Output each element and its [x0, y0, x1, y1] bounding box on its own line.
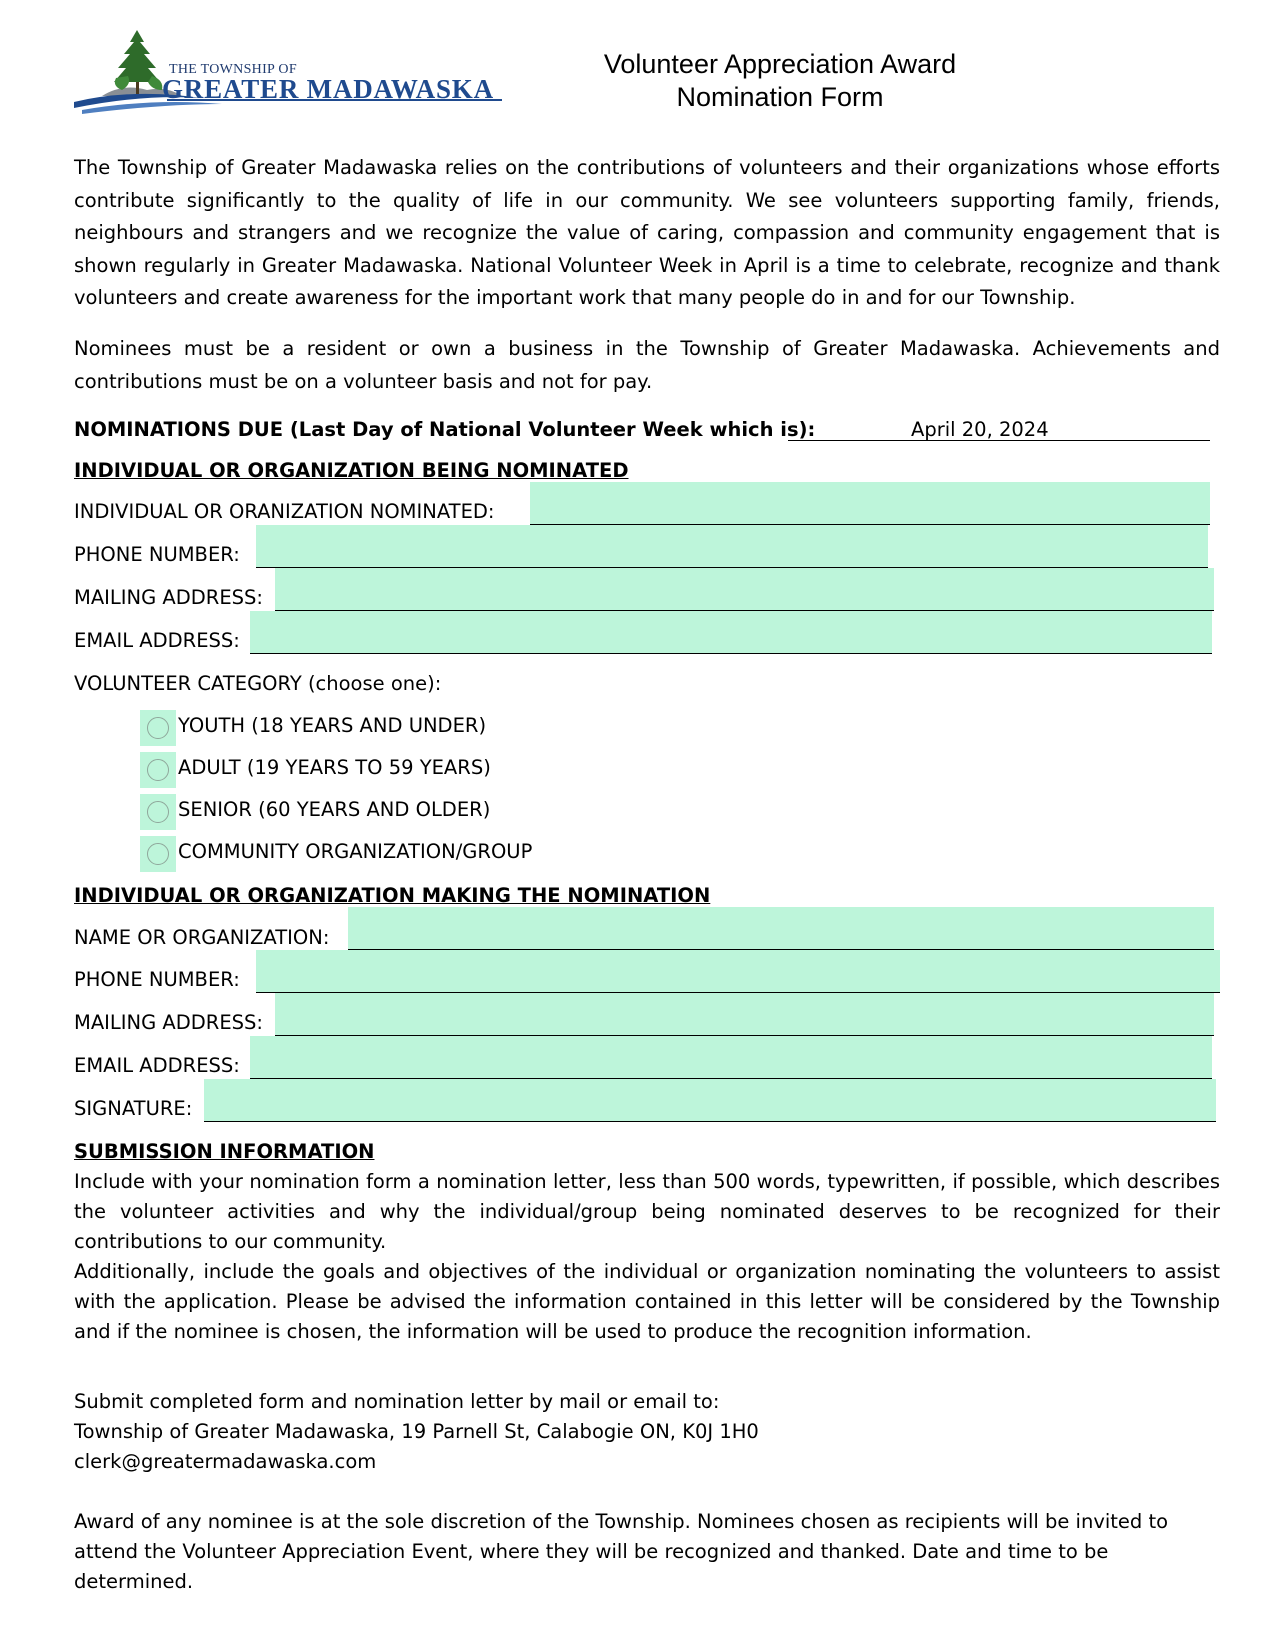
nominee-mailing-field[interactable] [275, 568, 1214, 611]
radio-community-label: COMMUNITY ORGANIZATION/GROUP [178, 840, 533, 863]
nominee-phone-label: PHONE NUMBER: [74, 543, 240, 566]
nominee-mailing-label: MAILING ADDRESS: [74, 586, 263, 609]
submit-instructions: Submit completed form and nomination letter by mail or email to: [74, 1390, 720, 1413]
radio-circle-icon [147, 801, 169, 823]
nominator-mailing-field[interactable] [275, 993, 1214, 1036]
signature-label: SIGNATURE: [74, 1097, 193, 1120]
nominations-due-date: April 20, 2024 [911, 418, 1049, 441]
logo-small-text: THE TOWNSHIP OF [169, 62, 297, 77]
nominator-phone-label: PHONE NUMBER: [74, 968, 240, 991]
township-logo [72, 28, 512, 118]
radio-youth-label: YOUTH (18 YEARS AND UNDER) [178, 714, 487, 737]
radio-senior-label: SENIOR (60 YEARS AND OLDER) [178, 798, 491, 821]
nominator-section-heading: INDIVIDUAL OR ORGANIZATION MAKING THE NOMINATION [74, 884, 711, 907]
submission-paragraph-1: Include with your nomination form a nomination letter, less than 500 words, typewritten, if possible, which describes the volunteer activities and why the individual/group being nominated deserves to be recognized for their contributions to our community. [74, 1170, 1220, 1253]
intro-paragraph-2: Nominees must be a resident or own a business in the Township of Greater Madawaska. Achievements and contributions must be on a volunteer basis and not for pay. [74, 337, 1220, 393]
radio-adult[interactable] [140, 752, 176, 788]
submission-paragraph-2: Additionally, include the goals and objectives of the individual or organization nominating the volunteers to assist with the application. Please be advised the information contained in this letter will be considered by the Township and if the nominee is chosen, the information will be used to produce the recognition information. [74, 1260, 1220, 1343]
radio-adult-label: ADULT (19 YEARS TO 59 YEARS) [178, 756, 491, 779]
nominator-name-label: NAME OR ORGANIZATION: [74, 926, 330, 949]
nominator-email-field[interactable] [250, 1036, 1212, 1079]
submission-heading: SUBMISSION INFORMATION [74, 1140, 375, 1163]
nominator-name-field[interactable] [348, 907, 1214, 950]
nominations-due-field [788, 418, 1210, 441]
nominee-email-label: EMAIL ADDRESS: [74, 629, 240, 652]
radio-community[interactable] [140, 836, 176, 872]
signature-field[interactable] [204, 1079, 1216, 1122]
intro-paragraph-1: The Township of Greater Madawaska relies on the contributions of volunteers and their organizations whose efforts contribute significantly to the quality of life in our community. We see volunteers supporting family, friends, neighbours and strangers and we recognize the value of caring, compassion and community engagement that is shown regularly in Greater Madawaska. National Volunteer Week in April is a time to celebrate, recognize and thank volunteers and create awareness for the important work that many people do in and for our Township. [74, 156, 1220, 309]
nominator-email-label: EMAIL ADDRESS: [74, 1054, 240, 1077]
mailing-address-text: Township of Greater Madawaska, 19 Parnell St, Calabogie ON, K0J 1H0 [74, 1420, 759, 1443]
closing-paragraph: Award of any nominee is at the sole discretion of the Township. Nominees chosen as recipients will be invited to attend the Volunteer Appreciation Event, where they will be recognized and thanked. Date and time to be determined. [74, 1510, 1169, 1593]
radio-circle-icon [147, 759, 169, 781]
nominee-name-field[interactable] [530, 482, 1210, 525]
logo-main-text: GREATER MADAWASKA [162, 74, 494, 104]
radio-circle-icon [147, 843, 169, 865]
nominee-phone-field[interactable] [256, 525, 1208, 568]
nominator-phone-field[interactable] [256, 950, 1220, 993]
title-line-2: Nomination Form [676, 82, 884, 112]
nominee-name-label: INDIVIDUAL OR ORANIZATION NOMINATED: [74, 500, 495, 523]
volunteer-category-label: VOLUNTEER CATEGORY (choose one): [74, 672, 442, 695]
radio-circle-icon [147, 717, 169, 739]
radio-senior[interactable] [140, 794, 176, 830]
nominee-email-field[interactable] [250, 611, 1212, 654]
form-title [560, 48, 1000, 114]
contact-email-text: clerk@greatermadawaska.com [74, 1450, 377, 1473]
radio-youth[interactable] [140, 710, 176, 746]
title-line-1: Volunteer Appreciation Award [603, 49, 957, 79]
nominee-section-heading: INDIVIDUAL OR ORGANIZATION BEING NOMINATED [74, 459, 629, 482]
nominator-mailing-label: MAILING ADDRESS: [74, 1011, 263, 1034]
nominations-due-label: NOMINATIONS DUE (Last Day of National Volunteer Week which is): [74, 418, 816, 441]
